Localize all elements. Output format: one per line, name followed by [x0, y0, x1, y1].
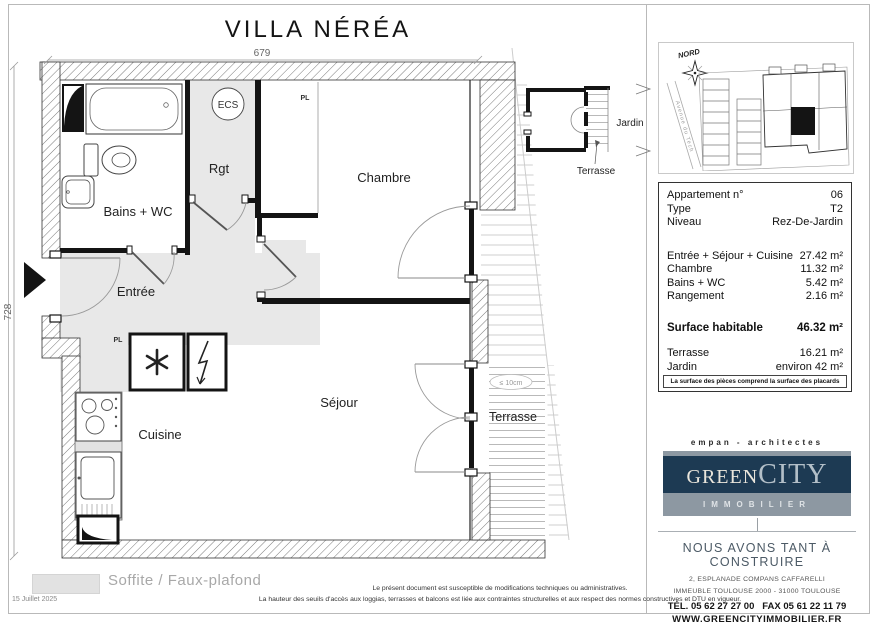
entrance-arrow-icon — [24, 262, 46, 298]
building-footprint — [763, 64, 847, 153]
row-label: Type — [667, 202, 691, 215]
row-value: 27.42 m² — [799, 249, 843, 262]
highlighted-unit — [791, 107, 815, 135]
bathroom-sink-icon — [62, 176, 94, 208]
detail-jardin-label: Jardin — [616, 118, 644, 129]
soffite-legend-label: Soffite / Faux-plafond — [108, 572, 262, 589]
hob-icon — [76, 393, 121, 441]
logo-city-text: CITY — [758, 459, 828, 490]
table-row — [667, 189, 843, 203]
brand-address-2: IMMEUBLE TOULOUSE 2000 - 31000 TOULOUSE — [673, 588, 841, 595]
row-value: environ 42 m² — [775, 360, 843, 373]
soffite-legend-swatch — [32, 574, 100, 594]
brand-address-1: 2, ESPLANADE COMPANS CAFFARELLI — [688, 576, 826, 583]
washer-box-icon — [130, 334, 184, 390]
row-value: 16.21 m² — [799, 347, 843, 359]
table-row — [667, 347, 843, 361]
closet-label-chambre: PL — [300, 95, 310, 102]
surface-habitable-row — [667, 322, 843, 336]
room-label-bains: Bains + WC — [103, 204, 173, 219]
table-row — [667, 290, 843, 304]
plan-date: 15 Juillet 2025 — [12, 596, 58, 603]
room-label-sejour: Séjour — [320, 395, 358, 410]
row-label: Rangement — [667, 290, 724, 302]
street-label: Avenue du Tech — [673, 100, 695, 154]
row-value: Rez-De-Jardin — [772, 216, 843, 228]
row-value: 46.32 m² — [796, 321, 843, 334]
toilet-icon — [84, 144, 136, 176]
threshold-label: ≤ 10cm — [499, 380, 523, 387]
room-label-chambre: Chambre — [357, 170, 411, 185]
table-row — [667, 277, 843, 291]
water-heater-icon — [212, 88, 244, 120]
row-label: Jardin — [667, 360, 697, 373]
room-label-terrasse: Terrasse — [489, 410, 537, 424]
closet-label-entree: PL — [113, 337, 123, 344]
parking-stalls — [703, 79, 761, 165]
architect-label: empan - architectes — [690, 438, 824, 447]
row-value: 2.16 m² — [805, 290, 843, 302]
bathtub-icon — [62, 84, 182, 134]
room-label-entree: Entrée — [116, 284, 156, 299]
row-label: Entrée + Séjour + Cuisine — [667, 249, 793, 262]
electrical-panel-icon — [188, 334, 226, 390]
greencity-logo — [663, 451, 851, 516]
row-label: Surface habitable — [667, 321, 763, 334]
row-value: 06 — [830, 189, 843, 201]
garden-detail-plan — [524, 84, 650, 177]
row-value: T2 — [830, 202, 843, 215]
row-label: Chambre — [667, 263, 713, 275]
brand-tagline: NOUS AVONS TANT À CONSTRUIRE — [682, 541, 832, 569]
surface-note: La surface des pièces comprend la surface des placards — [663, 375, 847, 388]
row-label: Niveau — [667, 216, 702, 228]
room-label-rgt: Rgt — [208, 161, 230, 176]
room-label-cuisine: Cuisine — [138, 427, 182, 442]
disclaimer-line-2: La hauteur des seuils d'accès aux loggias, terrasses et balcons est liée aux contraintes structurelles et aux respect des normes constructives et DTU en vigueur. — [258, 595, 742, 603]
table-row — [667, 263, 843, 277]
page-title: VILLA NÉRÉA — [224, 16, 412, 43]
logo-immobilier-band: IMMOBILIER — [663, 493, 851, 516]
apartment-info-table — [658, 182, 852, 392]
row-label: Terrasse — [667, 347, 710, 359]
kitchen-counter — [75, 392, 122, 520]
detail-terrasse-label: Terrasse — [576, 166, 616, 177]
logo-divider-rule — [658, 531, 856, 532]
disclaimer — [238, 584, 762, 605]
site-plan — [659, 43, 851, 171]
row-label: Bains + WC — [667, 276, 726, 289]
logo-main-band — [663, 456, 851, 493]
table-row — [667, 250, 843, 264]
kitchen-sink-icon — [76, 452, 121, 518]
corner-unit-icon — [78, 516, 118, 543]
table-row — [667, 216, 843, 230]
row-label: Appartement n° — [667, 189, 744, 201]
table-row — [667, 203, 843, 217]
disclaimer-line-1: Le présent document est susceptible de modifications techniques ou administratives. — [372, 585, 628, 592]
logo-green-text: GREEN — [686, 466, 759, 488]
ecs-label: ECS — [217, 100, 239, 111]
brand-phone-fax: TÉL. 05 62 27 27 00 FAX 05 61 22 11 79 — [667, 601, 847, 612]
logo-divider-tick — [757, 518, 758, 531]
table-row — [667, 361, 843, 375]
threshold-note — [490, 375, 532, 390]
row-value: 5.42 m² — [805, 276, 843, 289]
north-label: NORD — [677, 46, 701, 61]
row-value: 11.32 m² — [800, 263, 843, 275]
site-plan-box — [658, 42, 854, 174]
dimension-left-label: 728 — [3, 303, 14, 321]
street — [667, 81, 701, 169]
brand-website: WWW.GREENCITYIMMOBILIER.FR — [672, 614, 842, 625]
dimension-top-label: 679 — [253, 48, 271, 59]
